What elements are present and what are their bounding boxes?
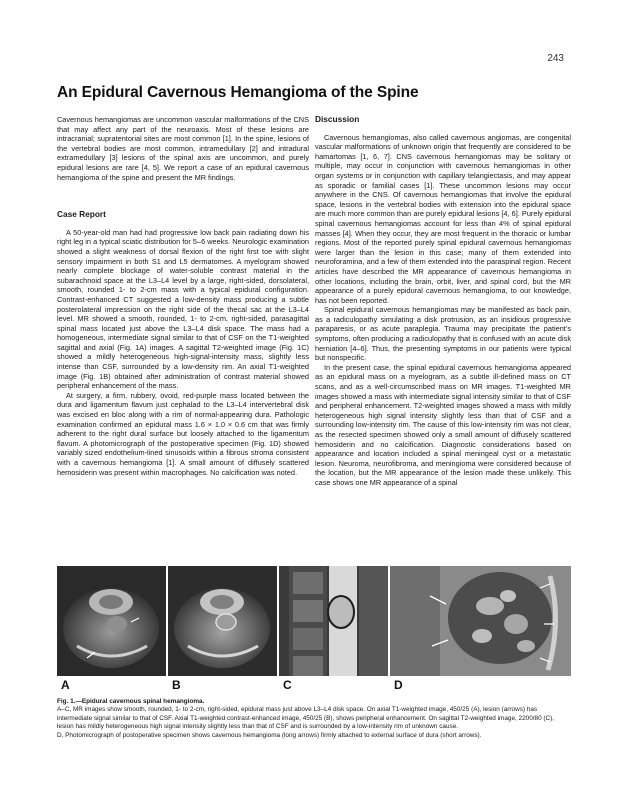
intro-section — [57, 115, 309, 182]
right-column — [315, 115, 571, 488]
figure-panel-label-c: C — [283, 678, 292, 692]
intro-paragraph: Cavernous hemangiomas are uncommon vascular malformations of the CNS that may affect any part of the neuroaxis. Most of these lesions are intracranial; supratentorial sites are most common [1]. In the spine, lesions of the vertebral bodies are most common, intramedullary [2] and intradural extramedullary [3] lesions of the spinal axis are uncommon, and purely epidural lesions are rare [4, 5]. We report a case of an epidural cavernous hemangioma of the spine and present the MR findings. — [57, 115, 309, 182]
figure-caption — [57, 698, 571, 740]
figure-panel-b-image — [168, 566, 277, 676]
caption-line: D, Photomicrograph of postoperative specimen shows cavernous hemangioma (long arrows) firmly attached to external surface of dura (short arrows). — [57, 731, 482, 739]
discussion-paragraph: In the present case, the spinal epidural cavernous hemangioma appeared as an epidural mass on a myelogram, as a subtle ill-defined mass on CT scans, and as a well-circumscribed mass on MR images. T1-weighted MR images showed a mass with intermediate signal intensity similar to that of CSF and peripheral enhancement. T2-weighted images showed a mass with mildly heterogeneous high signal intensity slightly less than that of CSF and a surrounding low-intensity rim. The cause of this low-intensity rim was not clear, as the resected specimen showed only a small amount of diffusely scattered hemosiderin and no calcification. Diagnostic considerations based on appearance and location included a spinal meningeal cyst or a metastatic lesion. Neuroma, neurofibroma, and meningioma were considered because of the location, but the MR appearance of the lesion made these unlikely. This case shows one MR appearance of a spinal — [315, 362, 571, 487]
figure-1 — [57, 566, 571, 676]
caption-line: A–C, MR images show smooth, rounded, 1- to 2-cm, right-sided, epidural mass just above L3–L4 disk space. On axial T1-weighted image, 450/25 (A), lesion (arrows) has intermediate signal similar to that of CSF. Axial T1-weighted contrast-enhanced image, 450/25 (B), shows peripheral enhancement. On sagittal T2-weighted image, 2200/80 (C), lesion has mildly heterogeneous high signal intensity slightly less than that of CSF and is surrounded by a low-intensity rim of unknown cause. — [57, 706, 555, 731]
figure-panel-a-image — [57, 566, 166, 676]
discussion-paragraph: Cavernous hemangiomas, also called cavernous angiomas, are congenital vascular malformations of unknown origin that frequently are considered to be hamartomas [1, 6, 7]. CNS cavernous hemangiomas may be solitary or multiple, may occur in conjunction with cavernous hemangiomas in other organ systems or in conjunction with capillary telangiectasis, and may appear as sporadic or familial cases [1]. These uncommon lesions may occur anywhere in the CNS. Of cavernous hemangiomas that involve the epidural space, lesions in the vertebral bodies with extension into the epidural space are much more common than are purely epidural lesions [4, 6]. Purely epidural spinal cavernous hemangiomas account for less than 4% of spinal epidural masses [4]. When they occur, they are most frequent in the thoracic or lumbar regions. Most of the reported purely spinal epidural cavernous hemangiomas were larger than the lesion in this case; many of them extended into neuroforamina, and a few of them extended into the paraspinal region. Recent articles have described the MR appearance of cavernous hemangioma in other locations, including the brain, orbit, liver, and spinal cord, but the MR appearance of a purely epidural cavernous hemangioma, to our knowledge, has not been reported. — [315, 132, 571, 305]
figure-panel-label-b: B — [172, 678, 181, 692]
discussion-heading: Discussion — [315, 114, 360, 124]
figure-panel-d-image — [390, 566, 571, 676]
case-report-paragraph: A 50-year-old man had had progressive low back pain radiating down his right leg in a typical sciatic distribution for 5–6 weeks. Neurologic examination showed a slight weakness of dorsal flexion of the right first toe with slight sensory impairment in both S1 and L5 dermatomes. A myelogram showed nearly complete blockage of water-soluble contrast material in the subarachnoid space at the L3–L4 level by a large, right-sided, dorsolateral, smooth, rounded 1- to 2-cm mass with a typical epidural configuration. Contrast-enhanced CT suggested a low-density mass producing a subtle posterolateral impression on the right side of the thecal sac at the L3–L4 level. MR showed a smooth, rounded, 1- to 2-cm, right-sided, parasagittal spinal mass located just above the L3–L4 disk space. The mass had a homogeneous, intermediate signal similar to that of CSF on the T1-weighted sagittal and axial (Fig. 1A) images. A sagittal T2-weighted image (Fig. 1C) showed a mildly heterogeneous high-signal-intensity mass, slightly less intense than CSF, surrounded by a low-density rim. An axial T1-weighted image (Fig. 1B) obtained after administration of contrast material showed peripheral enhancement of the mass. — [57, 227, 309, 391]
case-report-heading: Case Report — [57, 209, 106, 220]
discussion-paragraph: Spinal epidural cavernous hemangiomas may be manifested as back pain, as a radiculopathy simulating a disk protrusion, as an insidious progressive paraparesis, or as acute paraplegia. Trauma may precipitate the patient’s symptoms, often producing a radiculopathy that is confused with an acute disk herniation [4–6]. Thus, the presenting symptoms in our patients were typical but nonspecific. — [315, 305, 571, 363]
article-title: An Epidural Cavernous Hemangioma of the Spine — [57, 84, 419, 101]
page-number: 243 — [547, 53, 564, 64]
figure-panel-label-a: A — [61, 678, 70, 692]
figure-panel-c-image — [279, 566, 388, 676]
case-report-paragraph: At surgery, a firm, rubbery, ovoid, red-purple mass located between the dura and ligamentum flavum just cephalad to the L3–L4 intervertebral disk was excised en bloc along with a rim of normal-appearing dura. Pathologic examination confirmed an epidural mass 1.6 × 1.0 × 0.6 cm that was firmly adherent to the right dural surface but loosely attached to the ligamentum flavum. A photomicrograph of the postoperative specimen (Fig. 1D) showed variably sized endothelium-lined sinusoids within a fibrous stroma consistent with a cavernous hemangioma [1]. A small amount of diffusely scattered hemosiderin was present within macrophages. No calcification was noted. — [57, 390, 309, 477]
figure-panel-label-d: D — [394, 678, 403, 692]
caption-title: Fig. 1.—Epidural cavernous spinal hemangioma. — [57, 698, 205, 705]
left-column — [57, 115, 309, 477]
